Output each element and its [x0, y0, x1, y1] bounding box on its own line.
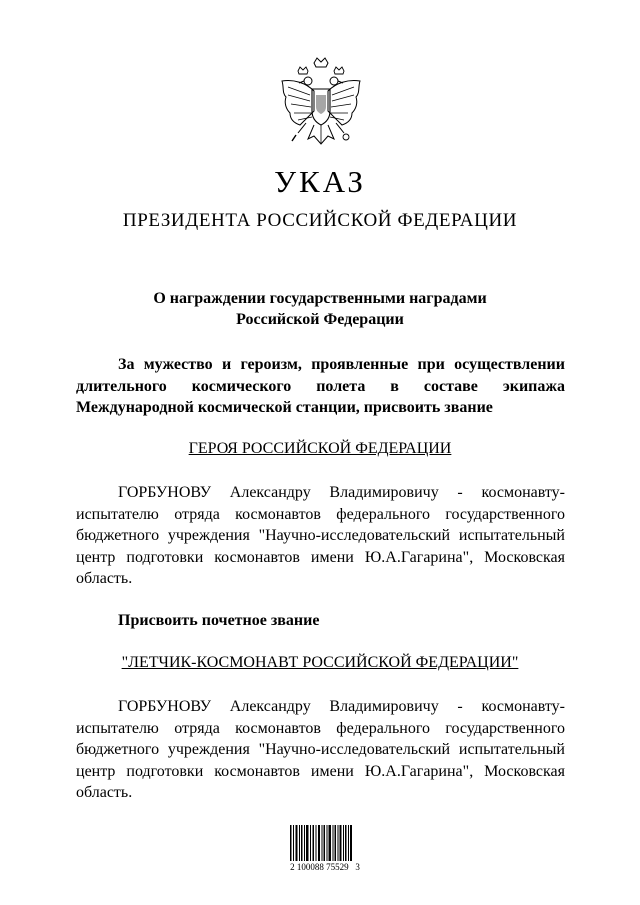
recipient-paragraph-1: ГОРБУНОВУ Александру Владимировичу - космонавту-испытателю отряда космонавтов федерального государственного бюджетного учреждения "Научно-исследовательский испытательный центр подготовки космонавтов имени Ю.А.Гагарина", Московская область.: [76, 484, 565, 587]
document-subtitle: ПРЕЗИДЕНТА РОССИЙСКОЙ ФЕДЕРАЦИИ: [122, 210, 518, 231]
subject-line-1: О награждении государственными наградами: [153, 290, 487, 307]
second-award-heading: Присвоить почетное звание: [118, 612, 320, 629]
recipient-paragraph-2: ГОРБУНОВУ Александру Владимировичу - космонавту-испытателю отряда космонавтов федерального государственного бюджетного учреждения "Научно-исследовательский испытательный центр подготовки космонавтов имени Ю.А.Гагарина", Московская область.: [76, 698, 565, 801]
coat-of-arms-icon: [276, 57, 366, 157]
award-title-cosmonaut: "ЛЕТЧИК-КОСМОНАВТ РОССИЙСКОЙ ФЕДЕРАЦИИ": [121, 654, 519, 671]
barcode-icon: [290, 825, 352, 861]
document-subject: [0, 288, 640, 330]
document-title: УКАЗ: [274, 164, 366, 199]
subject-line-2: Российской Федерации: [236, 311, 404, 328]
barcode-number: 2 100088 75529 3: [290, 862, 360, 872]
award-title-hero: ГЕРОЯ РОССИЙСКОЙ ФЕДЕРАЦИИ: [188, 440, 452, 457]
preamble-paragraph: За мужество и героизм, проявленные при осуществлении длительного космического полета в составе экипажа Международной космической станции, присвоить звание: [76, 356, 565, 416]
